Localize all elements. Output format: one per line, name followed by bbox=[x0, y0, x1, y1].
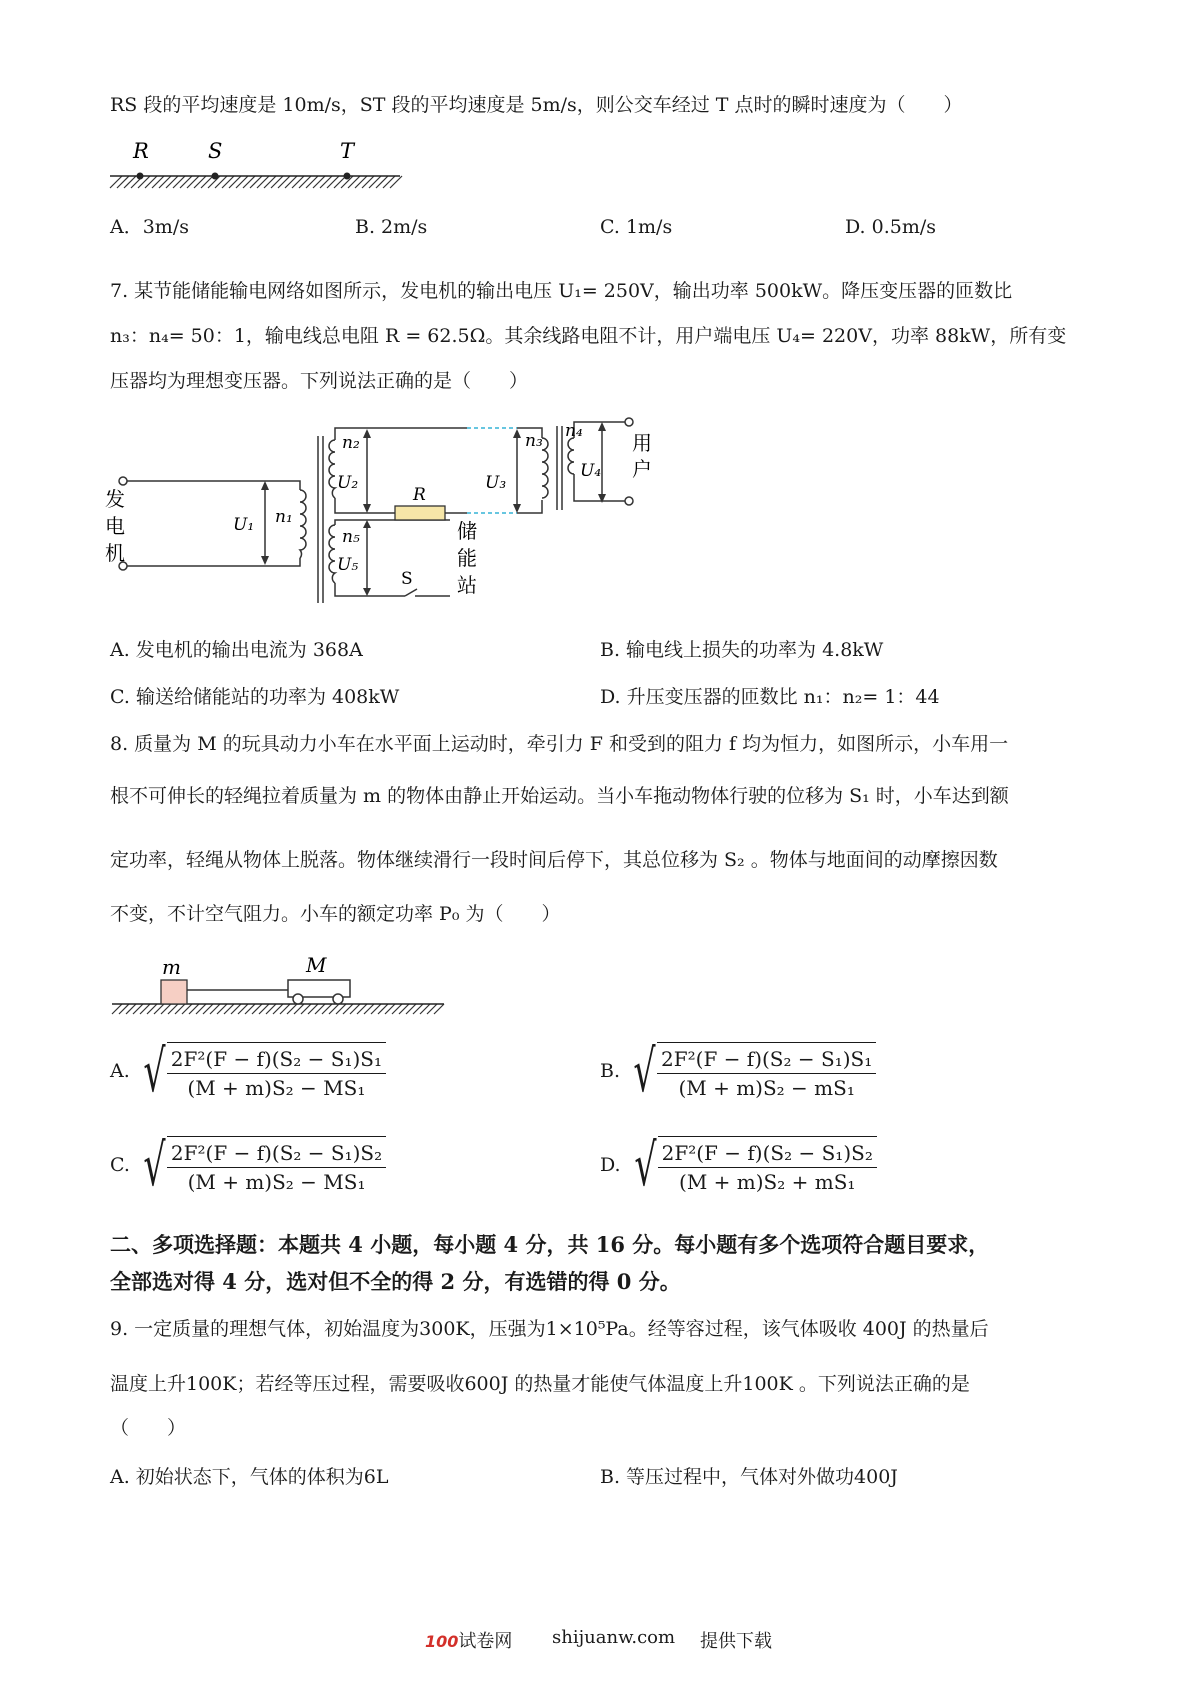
q9-line-2: 温度上升100K；若经等压过程，需要吸收600J 的热量才能使气体温度上升100K 。下列说法正确的是 bbox=[110, 1373, 970, 1395]
q7-option-c: C. 输送给储能站的功率为 408kW bbox=[110, 686, 400, 708]
q8-line-1: 8. 质量为 M 的玩具动力小车在水平面上运动时，牵引力 F 和受到的阻力 f 均为恒力，如图所示，小车用一 bbox=[110, 733, 1009, 755]
q8-line-4: 不变，不计空气阻力。小车的额定功率 P₀ 为（ ） bbox=[110, 903, 561, 925]
q8-line-2: 根不可伸长的轻绳拉着质量为 m 的物体由静止开始运动。当小车拖动物体行驶的位移为 S₁ 时，小车达到额 bbox=[110, 785, 1009, 807]
storage-char-2: 能 bbox=[457, 546, 477, 570]
footer-logo: 100 bbox=[425, 1632, 459, 1651]
q8-option-a: A. √ $\frac{\text{2F²(F − f)(S₂ − S₁)S₁}}{\text{(M + m)S₂ − MS₁}}$ bbox=[110, 1042, 386, 1102]
point-r bbox=[137, 173, 144, 180]
q6-option-c: C. 1m/s bbox=[600, 216, 673, 238]
car-wheel-right bbox=[333, 994, 343, 1004]
q6-stem: RS 段的平均速度是 10m/s，ST 段的平均速度是 5m/s，则公交车经过 T 点时的瞬时速度为（ ） bbox=[110, 94, 963, 116]
section2-heading-line-2: 全部选对得 4 分，选对但不全的得 2 分，有选错的得 0 分。 bbox=[110, 1269, 681, 1294]
footer-note: 提供下载 bbox=[700, 1631, 772, 1652]
label-m: m bbox=[162, 955, 181, 979]
q8-option-d: D. √ $\frac{\text{2F²(F − f)(S₂ − S₁)S₂}}{\text{(M + m)S₂ + mS₁}}$ bbox=[600, 1136, 877, 1196]
generator-char-2: 电 bbox=[105, 514, 125, 538]
label-u5: U₅ bbox=[337, 555, 359, 575]
q8-option-c: C. √ $\frac{\text{2F²(F − f)(S₂ − S₁)S₂}}{\text{(M + m)S₂ − MS₁}}$ bbox=[110, 1136, 386, 1196]
footer-url[interactable]: shijuanw.com bbox=[552, 1627, 676, 1648]
footer-brand bbox=[425, 1627, 512, 1653]
q8-option-d-denominator: (M + m)S₂ + mS₁ bbox=[679, 1170, 856, 1194]
point-s bbox=[212, 173, 219, 180]
q8-option-a-letter: A. bbox=[110, 1060, 130, 1082]
q7-line-1: 7. 某节能储能输电网络如图所示，发电机的输出电压 U₁= 250V，输出功率 500kW。降压变压器的匝数比 bbox=[110, 280, 1013, 302]
footer-site-name: 试卷网 bbox=[458, 1631, 513, 1652]
label-n3: n₃ bbox=[525, 431, 543, 451]
storage-char-1: 储 bbox=[457, 519, 477, 543]
generator-char-3: 机 bbox=[105, 541, 125, 565]
q9-line-3: （ ） bbox=[110, 1417, 187, 1439]
label-n4: n₄ bbox=[565, 421, 583, 441]
q6-figure bbox=[105, 128, 405, 198]
q8-option-c-denominator: (M + m)S₂ − MS₁ bbox=[187, 1170, 366, 1194]
label-t: T bbox=[340, 139, 355, 163]
label-r: R bbox=[133, 139, 149, 163]
label-s: S bbox=[401, 569, 413, 589]
q8-option-a-numerator: 2F²(F − f)(S₂ − S₁)S₁ bbox=[167, 1045, 386, 1074]
label-big-m: M bbox=[306, 953, 327, 977]
label-n2: n₂ bbox=[342, 433, 360, 453]
label-s: S bbox=[208, 139, 223, 163]
label-n5: n₅ bbox=[342, 527, 360, 547]
q8-line-3: 定功率，轻绳从物体上脱落。物体继续滑行一段时间后停下，其总位移为 S₂ 。物体与地面间的动摩擦因数 bbox=[110, 849, 998, 871]
q7-option-b: B. 输电线上损失的功率为 4.8kW bbox=[600, 639, 884, 661]
q9-option-b: B. 等压过程中，气体对外做功400J bbox=[600, 1466, 898, 1488]
q8-option-b: B. √ $\frac{\text{2F²(F − f)(S₂ − S₁)S₁}}{\text{(M + m)S₂ − mS₁}}$ bbox=[600, 1042, 876, 1102]
q6-option-b: B. 2m/s bbox=[355, 216, 428, 238]
label-u3: U₃ bbox=[485, 473, 507, 493]
q8-option-d-letter: D. bbox=[600, 1154, 621, 1176]
car-wheel-left bbox=[293, 994, 303, 1004]
q8-option-b-letter: B. bbox=[600, 1060, 621, 1082]
q6-option-d: D. 0.5m/s bbox=[845, 216, 937, 238]
q8-figure bbox=[108, 950, 448, 1020]
storage-char-3: 站 bbox=[457, 573, 477, 597]
label-u1: U₁ bbox=[233, 515, 255, 535]
q8-option-c-letter: C. bbox=[110, 1154, 130, 1176]
label-u4: U₄ bbox=[580, 461, 602, 481]
label-n1: n₁ bbox=[275, 507, 293, 527]
q7-option-a: A. 发电机的输出电流为 368A bbox=[110, 639, 363, 661]
q7-line-2: n₃：n₄= 50：1，输电线总电阻 R = 62.5Ω。其余线路电阻不计，用户端电压 U₄= 220V，功率 88kW，所有变 bbox=[110, 325, 1067, 347]
resistor-r bbox=[395, 506, 445, 520]
q7-option-d: D. 升压变压器的匝数比 n₁：n₂= 1：44 bbox=[600, 686, 940, 708]
q9-line-1: 9. 一定质量的理想气体，初始温度为300K，压强为1×10⁵Pa。经等容过程，该气体吸收 400J 的热量后 bbox=[110, 1318, 989, 1340]
q8-option-c-numerator: 2F²(F − f)(S₂ − S₁)S₂ bbox=[167, 1139, 386, 1168]
q8-option-a-denominator: (M + m)S₂ − MS₁ bbox=[187, 1076, 366, 1100]
point-t bbox=[344, 173, 351, 180]
label-u2: U₂ bbox=[337, 473, 359, 493]
q8-option-b-numerator: 2F²(F − f)(S₂ − S₁)S₁ bbox=[657, 1045, 876, 1074]
section2-heading-line-1: 二、多项选择题：本题共 4 小题，每小题 4 分，共 16 分。每小题有多个选项符合题目要求， bbox=[110, 1232, 990, 1257]
label-r: R bbox=[413, 485, 426, 505]
user-char-1: 用 bbox=[632, 431, 652, 455]
q6-option-a: A．3m/s bbox=[110, 216, 189, 238]
q7-circuit-figure bbox=[105, 418, 652, 623]
generator-char-1: 发 bbox=[105, 487, 125, 511]
q8-option-b-denominator: (M + m)S₂ − mS₁ bbox=[678, 1076, 855, 1100]
q8-option-d-numerator: 2F²(F − f)(S₂ − S₁)S₂ bbox=[658, 1139, 877, 1168]
block-m bbox=[161, 980, 187, 1004]
user-char-2: 户 bbox=[632, 457, 652, 481]
q7-line-3: 压器均为理想变压器。下列说法正确的是（ ） bbox=[110, 370, 529, 392]
q9-option-a: A. 初始状态下，气体的体积为6L bbox=[110, 1466, 389, 1488]
